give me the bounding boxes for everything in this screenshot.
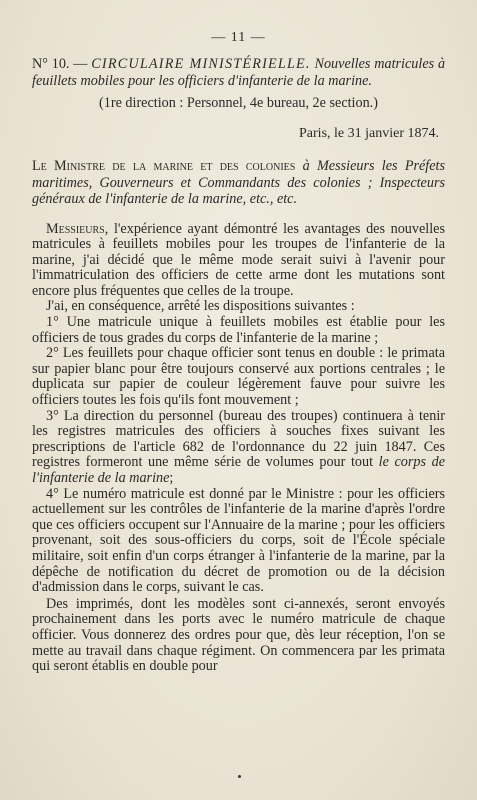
address-block	[32, 158, 445, 208]
paragraph-5-end: ;	[169, 470, 174, 486]
ink-speck	[238, 775, 241, 778]
paragraph-5	[32, 409, 445, 487]
paragraph-4: 2° Les feuillets pour chaque officier sont tenus en double : le primata sur papier blanc pour être toujours conservé aux portions centrales ; le duplicata sur papier de couleur légèrement fauve pour suivre les officiers toutes les fois qu'ils font mouvement ;	[32, 345, 445, 409]
paragraph-2: J'ai, en conséquence, arrêté les dispositions suivantes :	[46, 298, 355, 315]
salutation: Messieurs,	[46, 220, 109, 237]
circular-title: Nouvelles matricules à feuillets mobiles pour les officiers d'infanterie de la marine.	[32, 56, 446, 89]
paragraph-6: 4° Le numéro matricule est donné par le Ministre : pour les officiers actuellement sur les contrôles de l'infanterie de la marine d'après l'ordre que ces officiers occupent sur l'Annuaire de la marine ; pour les officiers provenant, soit des sous-officiers du corps, soit de l'École spéciale militaire, soit enfin d'un corps étranger à l'infanterie de la marine, par la dépêche de notification du décret de promotion ou de la décision d'admission dans le corps, suivant le cas.	[32, 485, 445, 596]
page-number: — 11 —	[211, 30, 266, 45]
paragraph-5-italic: le corps de l'infanterie de la marine	[32, 454, 445, 486]
circular-heading	[32, 56, 445, 89]
paragraph-5-text: 3° La direction du personnel (bureau des troupes) continuera à tenir les registres matricules des officiers à souches fixes suivant les prescriptions de l'article 682 de l'ordonnance du 22 juin 1847. Ces registres formeront une même série de volumes pour tout	[32, 407, 445, 471]
paragraph-1	[32, 222, 445, 300]
address-recipients: à Messieurs les Préfets maritimes, Gouverneurs et Commandants des colonies ; Inspecteurs généraux de l'infanterie de la marine, etc., etc.	[32, 158, 446, 207]
direction-line: (1re direction : Personnel, 4e bureau, 2e section.)	[99, 95, 378, 111]
paragraph-7: Des imprimés, dont les modèles sont ci-annexés, seront envoyés prochainement dans les ports avec le numéro matricule de chaque officier. Vous donnerez des ordres pour que, dès leur réception, l'on se mette au travail dans chaque régiment. On commencera par les primata qui seront établis en double pour	[32, 595, 445, 675]
paragraph-1-text: l'expérience ayant démontré les avantages des nouvelles matricules à feuillets mobiles pour les troupes de l'infanterie de la marine, j'ai décidé que le même mode serait suivi à l'avenir pour l'immatriculation des officiers de cette arme dont les mutations sont encore plus fréquentes que celles de la troupe.	[32, 220, 445, 299]
address-sender: Le Ministre de la marine et des colonies	[32, 158, 296, 174]
letter-body	[32, 222, 445, 675]
circular-label: CIRCULAIRE MINISTÉRIELLE.	[91, 56, 311, 72]
paragraph-3: 1° Une matricule unique à feuillets mobiles est établie pour les officiers de tous grades du corps de l'infanterie de la marine ;	[32, 314, 445, 346]
dateline: Paris, le 31 janvier 1874.	[299, 126, 439, 141]
circular-number: N° 10. —	[32, 56, 88, 72]
